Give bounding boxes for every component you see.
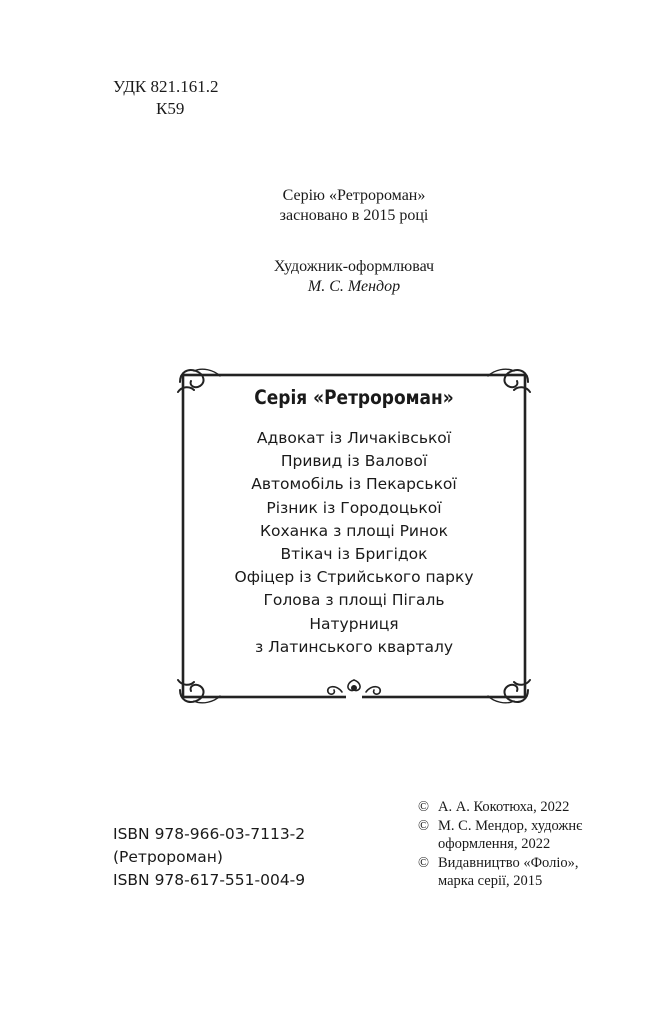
copyright-line: оформлення, 2022	[438, 836, 551, 852]
book-list	[176, 427, 532, 659]
isbn-series-note: (Ретророман)	[113, 848, 223, 866]
artist-credit	[254, 257, 454, 297]
copyright-line: марка серії, 2015	[438, 873, 543, 889]
list-item: Адвокат із Личаківської	[256, 429, 452, 447]
series-founded-note	[254, 186, 454, 226]
copyright-line: А. А. Кокотюха, 2022	[438, 799, 570, 815]
copyright-icon: ©	[418, 799, 430, 815]
author-mark: К59	[156, 99, 185, 118]
list-item: Офіцер із Стрийського парку	[234, 568, 474, 587]
isbn-book: ISBN 978-617-551-004-9	[113, 871, 306, 889]
isbn-series: ISBN 978-966-03-7113-2	[113, 825, 306, 843]
series-note-line-1: Серію «Ретророман»	[282, 187, 426, 204]
copyright-icon: ©	[418, 854, 430, 871]
artist-role: Художник-оформлювач	[273, 258, 435, 275]
copyright-entry	[418, 854, 618, 891]
copyright-line: Видавництво «Фоліо»,	[438, 854, 579, 871]
list-item: Привид із Валової	[280, 452, 428, 471]
copyright-icon: ©	[418, 817, 430, 834]
series-note-line-2: засновано в 2015 році	[279, 207, 429, 224]
artist-name: М. С. Мендор	[307, 278, 401, 295]
isbn-block	[113, 823, 305, 892]
series-frame	[176, 368, 532, 704]
copyright-entry	[418, 817, 618, 854]
udk-code: УДК 821.161.2	[113, 77, 219, 96]
list-item: Втікач із Бригідок	[280, 545, 428, 564]
list-item: Різник із Городоцької	[266, 498, 442, 517]
list-item: Коханка з площі Ринок	[259, 521, 448, 540]
udk-block	[113, 76, 219, 120]
list-item: Натурниця	[309, 614, 399, 633]
copyright-entry	[418, 798, 618, 817]
series-title: Серія «Ретророман»	[254, 386, 454, 410]
list-item: Автомобіль із Пекарської	[251, 475, 457, 494]
list-item: з Латинського кварталу	[254, 637, 454, 656]
copyright-line: М. С. Мендор, художнє	[438, 817, 583, 834]
copyright-block	[418, 798, 618, 891]
list-item: Голова з площі Пігаль	[263, 591, 445, 610]
